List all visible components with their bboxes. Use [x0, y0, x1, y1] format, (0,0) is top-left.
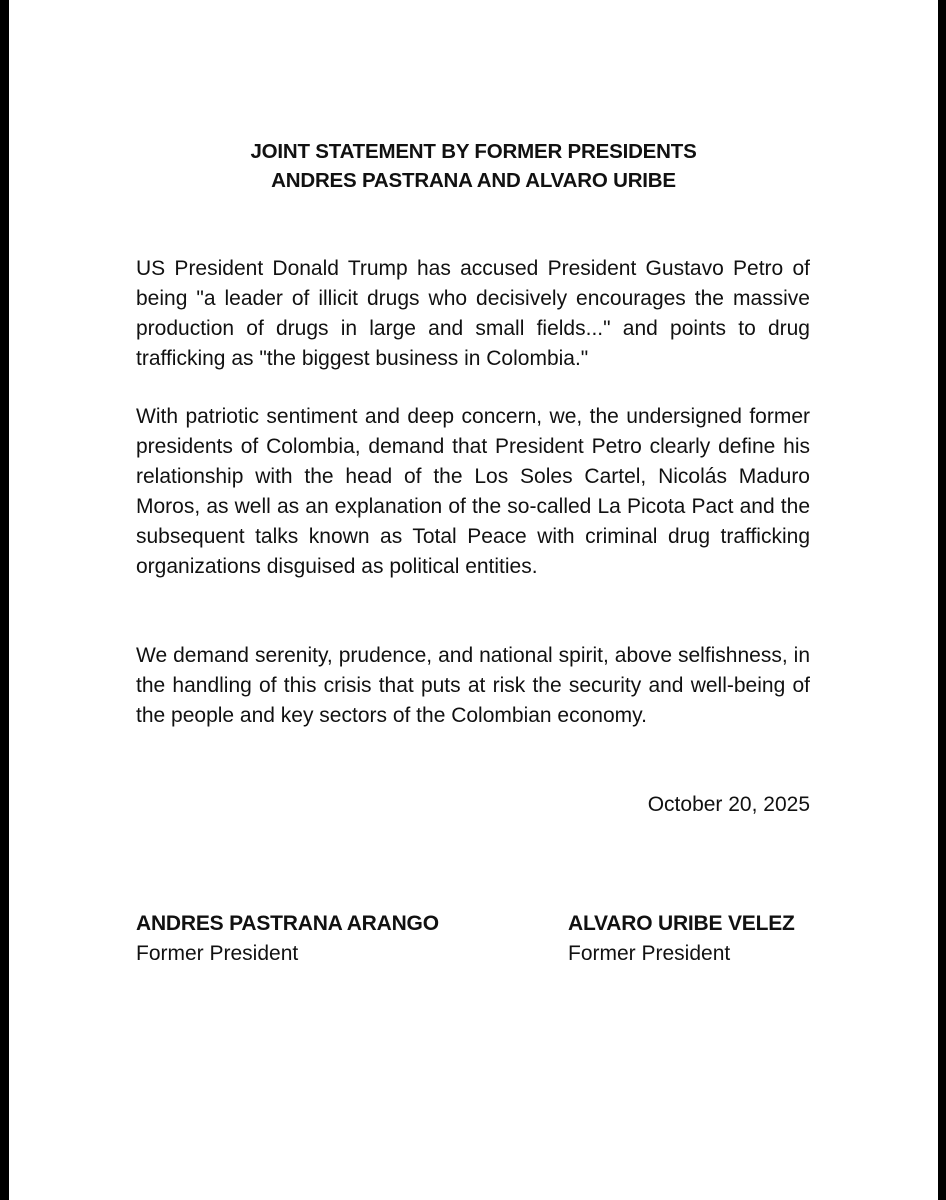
heading-line-1: JOINT STATEMENT BY FORMER PRESIDENTS	[250, 140, 697, 163]
right-border	[938, 0, 946, 1200]
signer-name: ANDRES PASTRANA ARANGO	[136, 912, 439, 935]
paragraph-3: We demand serenity, prudence, and national spirit, above selfishness, in the handling of this crisis that puts at risk the security and well-being of the people and key sectors of the Colombian economy.	[136, 644, 810, 727]
signer-title: Former President	[136, 942, 299, 965]
paragraph-1: US President Donald Trump has accused President Gustavo Petro of being "a leader of illicit drugs who decisively encourages the massive production of drugs in large and small fields..." and points to drug trafficking as "the biggest business in Colombia."	[136, 257, 810, 370]
heading-line-2: ANDRES PASTRANA AND ALVARO URIBE	[271, 169, 676, 192]
statement-date: October 20, 2025	[647, 793, 810, 816]
document-page	[9, 0, 938, 1200]
statement-heading	[9, 137, 938, 195]
signature-block-pastrana	[136, 909, 439, 969]
signer-title: Former President	[568, 942, 731, 965]
left-border	[0, 0, 9, 1200]
signature-block-uribe	[568, 909, 795, 969]
paragraph-2: With patriotic sentiment and deep concern, we, the undersigned former presidents of Colombia, demand that President Petro clearly define his relationship with the head of the Los Soles Cartel, Nicolás Maduro Moros, as well as an explanation of the so-called La Picota Pact and the subsequent talks known as Total Peace with criminal drug trafficking organizations disguised as political entities.	[136, 405, 810, 578]
signer-name: ALVARO URIBE VELEZ	[568, 912, 795, 935]
